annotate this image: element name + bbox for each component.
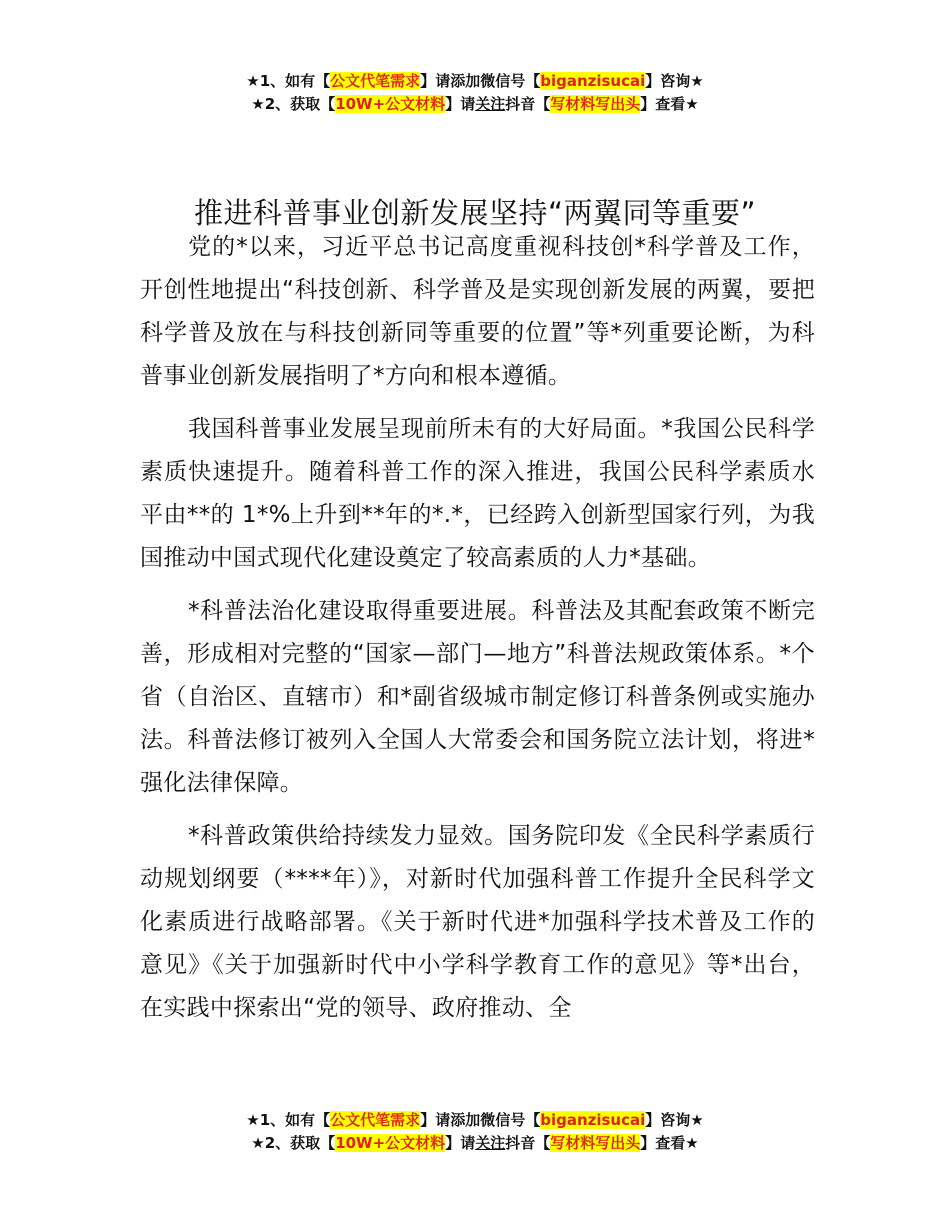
promo-line-2: ★2、获取【10W+公文材料】请关注抖音【写材料写出头】查看★ (251, 95, 699, 113)
document-title: 推进科普事业创新发展坚持“两翼同等重要” (193, 196, 757, 231)
paragraph: *科普政策供给持续发力显效。国务院印发《全民科学素质行动规划纲要（****年）》，对新时代加强科普工作提升全民科学文化素质进行战略部署。《关于新时代进*加强科学技术普及工作的意见》《关于加强新时代中小学科学教育工作的意见》等*出台，在实践中探索出“党的领导、政府推动、全 (140, 823, 815, 1021)
highlight-materials: 10W+公文材料 (335, 95, 446, 113)
highlight-materials: 10W+公文材料 (335, 1134, 446, 1152)
highlight-douyin-account: 写材料写出头 (550, 95, 641, 113)
highlight-wechat-id: biganzisucai (540, 72, 646, 90)
promo-line-1: ★1、如有【公文代笔需求】请添加微信号【biganzisucai】咨询★ (246, 72, 704, 90)
promo-banner-bottom (0, 1109, 950, 1155)
highlight-douyin-account: 写材料写出头 (550, 1134, 641, 1152)
document-body (140, 226, 815, 1040)
highlight-ghostwriting: 公文代笔需求 (330, 72, 421, 90)
underlined-follow: 关注 (475, 95, 506, 113)
paragraph: 党的*以来，习近平总书记高度重视科技创*科学普及工作，开创性地提出“科技创新、科学普及是实现创新发展的两翼，要把科学普及放在与科技创新同等重要的位置”等*列重要论断，为科普事业创新发展指明了*方向和根本遵循。 (140, 234, 815, 389)
promo-line-1: ★1、如有【公文代笔需求】请添加微信号【biganzisucai】咨询★ (246, 1111, 704, 1129)
highlight-wechat-id: biganzisucai (540, 1111, 646, 1129)
paragraph: *科普法治化建设取得重要进展。科普法及其配套政策不断完善，形成相对完整的“国家—部门—地方”科普法规政策体系。*个省（自治区、直辖市）和*副省级城市制定修订科普条例或实施办法。科普法修订被列入全国人大常委会和国务院立法计划，将进*强化法律保障。 (140, 598, 815, 796)
paragraph: 我国科普事业发展呈现前所未有的大好局面。*我国公民科学素质快速提升。随着科普工作的深入推进，我国公民科学素质水平由**的 1*%上升到**年的*.*，已经跨入创新型国家行列，为我国推动中国式现代化建设奠定了较高素质的人力*基础。 (140, 416, 815, 571)
highlight-ghostwriting: 公文代笔需求 (330, 1111, 421, 1129)
underlined-follow: 关注 (475, 1134, 506, 1152)
promo-line-2: ★2、获取【10W+公文材料】请关注抖音【写材料写出头】查看★ (251, 1134, 699, 1152)
promo-banner-top (0, 70, 950, 116)
